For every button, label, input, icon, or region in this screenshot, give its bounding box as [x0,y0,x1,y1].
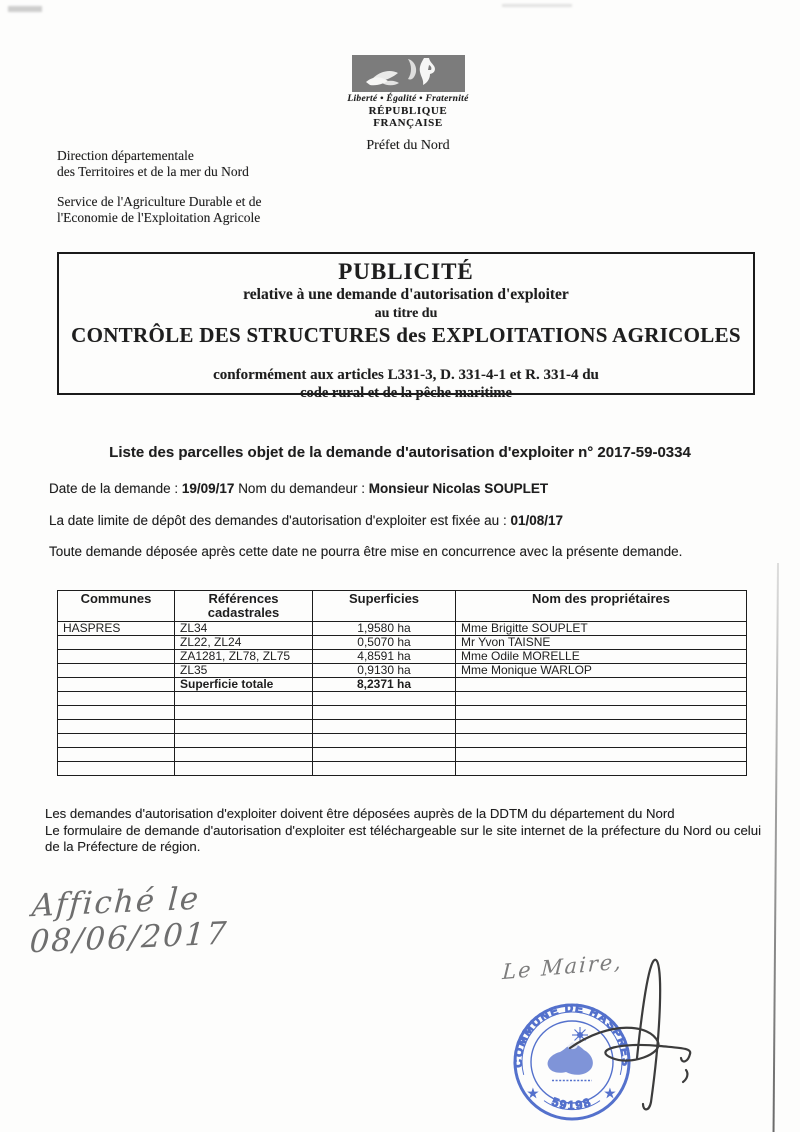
table-cell: 0,9130 ha [313,664,456,678]
table-cell: ZL35 [175,664,313,678]
date-label: Date de la demande : [49,481,179,496]
competition-notice: Toute demande déposée après cette date ne pourra être mise en concurrence avec la présente demande. [49,544,683,559]
table-cell [456,692,747,706]
table-cell [313,748,456,762]
column-header-proprietaires: Nom des propriétaires [456,591,747,622]
sender-line: l'Economie de l'Exploitation Agricole [57,210,261,225]
document-title: PUBLICITÉ [338,259,474,284]
footer-notes [45,806,761,856]
table-cell: Mme Odile MORELLE [456,650,747,664]
sender-line: des Territoires et de la mer du Nord [57,164,249,179]
table-row [58,734,747,748]
table-cell [58,636,175,650]
sender-line: Service de l'Agriculture Durable et de [57,194,262,209]
table-cell [313,706,456,720]
table-cell [456,706,747,720]
stamp-bottom-text: 59198 [549,1094,595,1113]
table-cell: 0,5070 ha [313,636,456,650]
table-cell [58,748,175,762]
table-cell [456,748,747,762]
table-cell: ZA1281, ZL78, ZL75 [175,650,313,664]
table-cell [58,706,175,720]
table-cell [58,650,175,664]
sender-address-block [57,148,261,226]
sender-line: Direction départementale [57,148,194,163]
applicant-value: Monsieur Nicolas SOUPLET [368,481,549,496]
document-main-title: CONTRÔLE DES STRUCTURES des EXPLOITATIONS AGRICOLES [71,323,741,347]
stamp-top-text: COMMUNE DE HASPRES [512,1002,632,1068]
table-cell: 8,2371 ha [313,678,456,692]
stamp-and-signature [480,950,740,1132]
table-cell [58,762,175,776]
scan-artifact-smudge [502,4,572,7]
table-row [58,650,747,664]
document-subtitle: relative à une demande d'autorisation d'exploiter [243,286,569,303]
table-row [58,762,747,776]
table-cell: Mr Yvon TAISNE [456,636,747,650]
legal-reference: conformément aux articles L331-3, D. 331-4-1 et R. 331-4 du [213,367,599,383]
marianne-logo-icon [352,55,465,92]
table-cell: ZL22, ZL24 [175,636,313,650]
table-cell: Mme Monique WARLOP [456,664,747,678]
table-cell [58,692,175,706]
table-header-row [58,591,747,622]
stamp-emblem-icon [548,1027,593,1081]
republic-name: RÉPUBLIQUE FRANÇAISE [368,105,448,129]
stamp-star-right: ★ [605,1088,615,1100]
table-cell [175,762,313,776]
svg-text:59198 [550,1095,594,1113]
stamp-star-left: ★ [528,1088,538,1100]
handwritten-mayor-title: Le Maire, [501,949,624,985]
table-cell [175,706,313,720]
applicant-label: Nom du demandeur : [238,481,366,496]
table-cell [175,720,313,734]
table-cell: Superficie totale [175,678,313,692]
republic-header [338,55,478,154]
table-cell [456,734,747,748]
table-cell [313,734,456,748]
request-date-line [49,481,548,496]
deadline-value: 01/08/17 [510,513,564,528]
table-cell: ZL34 [175,622,313,636]
scan-artifact-line [773,563,779,1132]
column-header-superficies: Superficies [313,591,456,622]
column-header-communes: Communes [58,591,175,622]
parcel-list-title: Liste des parcelles objet de la demande d'autorisation d'exploiter n° 2017-59-0334 [109,444,691,461]
table-row [58,692,747,706]
document-subtitle: au titre du [374,306,438,321]
title-box [57,252,755,401]
footer-note-1: Les demandes d'autorisation d'exploiter doivent être déposées auprès de la DDTM du département du Nord [45,806,675,821]
republic-motto: Liberté • Égalité • Fraternité [347,94,469,104]
table-cell [456,762,747,776]
table-row [58,706,747,720]
mayor-signature [570,960,690,1110]
table-cell [313,692,456,706]
legal-reference: code rural et de la pêche maritime [300,385,512,401]
parcels-table-body [58,622,747,776]
table-cell: Mme Brigitte SOUPLET [456,622,747,636]
table-row [58,748,747,762]
spacer [57,180,261,194]
scan-artifact-smudge [8,6,42,12]
table-cell [175,692,313,706]
table-cell [456,678,747,692]
table-cell [175,734,313,748]
table-cell: 4,8591 ha [313,650,456,664]
table-cell [313,720,456,734]
parcels-table-container [57,590,747,776]
table-row [58,636,747,650]
table-cell [456,720,747,734]
deadline-label: La date limite de dépôt des demandes d'autorisation d'exploiter est fixée au : [49,513,507,528]
commune-stamp-icon [513,1003,631,1119]
footer-note-2: Le formulaire de demande d'autorisation d'exploiter est téléchargeable sur le site internet de la préfecture du Nord ou celui de la Préfecture de région. [45,822,761,854]
deadline-line [49,513,563,528]
parcels-table [57,590,747,776]
table-cell [58,678,175,692]
date-value: 19/09/17 [181,481,235,496]
prefet-title: Préfet du Nord [366,138,450,153]
table-cell [313,762,456,776]
handwritten-posted-date: Affiché le 08/06/2017 [28,880,230,961]
table-cell: HASPRES [58,622,175,636]
table-cell [58,720,175,734]
table-cell [175,748,313,762]
table-cell [58,664,175,678]
table-cell: 1,9580 ha [313,622,456,636]
table-row [58,678,747,692]
table-cell [58,734,175,748]
table-row [58,622,747,636]
table-row [58,720,747,734]
column-header-references: Références cadastrales [175,591,313,622]
table-row [58,664,747,678]
